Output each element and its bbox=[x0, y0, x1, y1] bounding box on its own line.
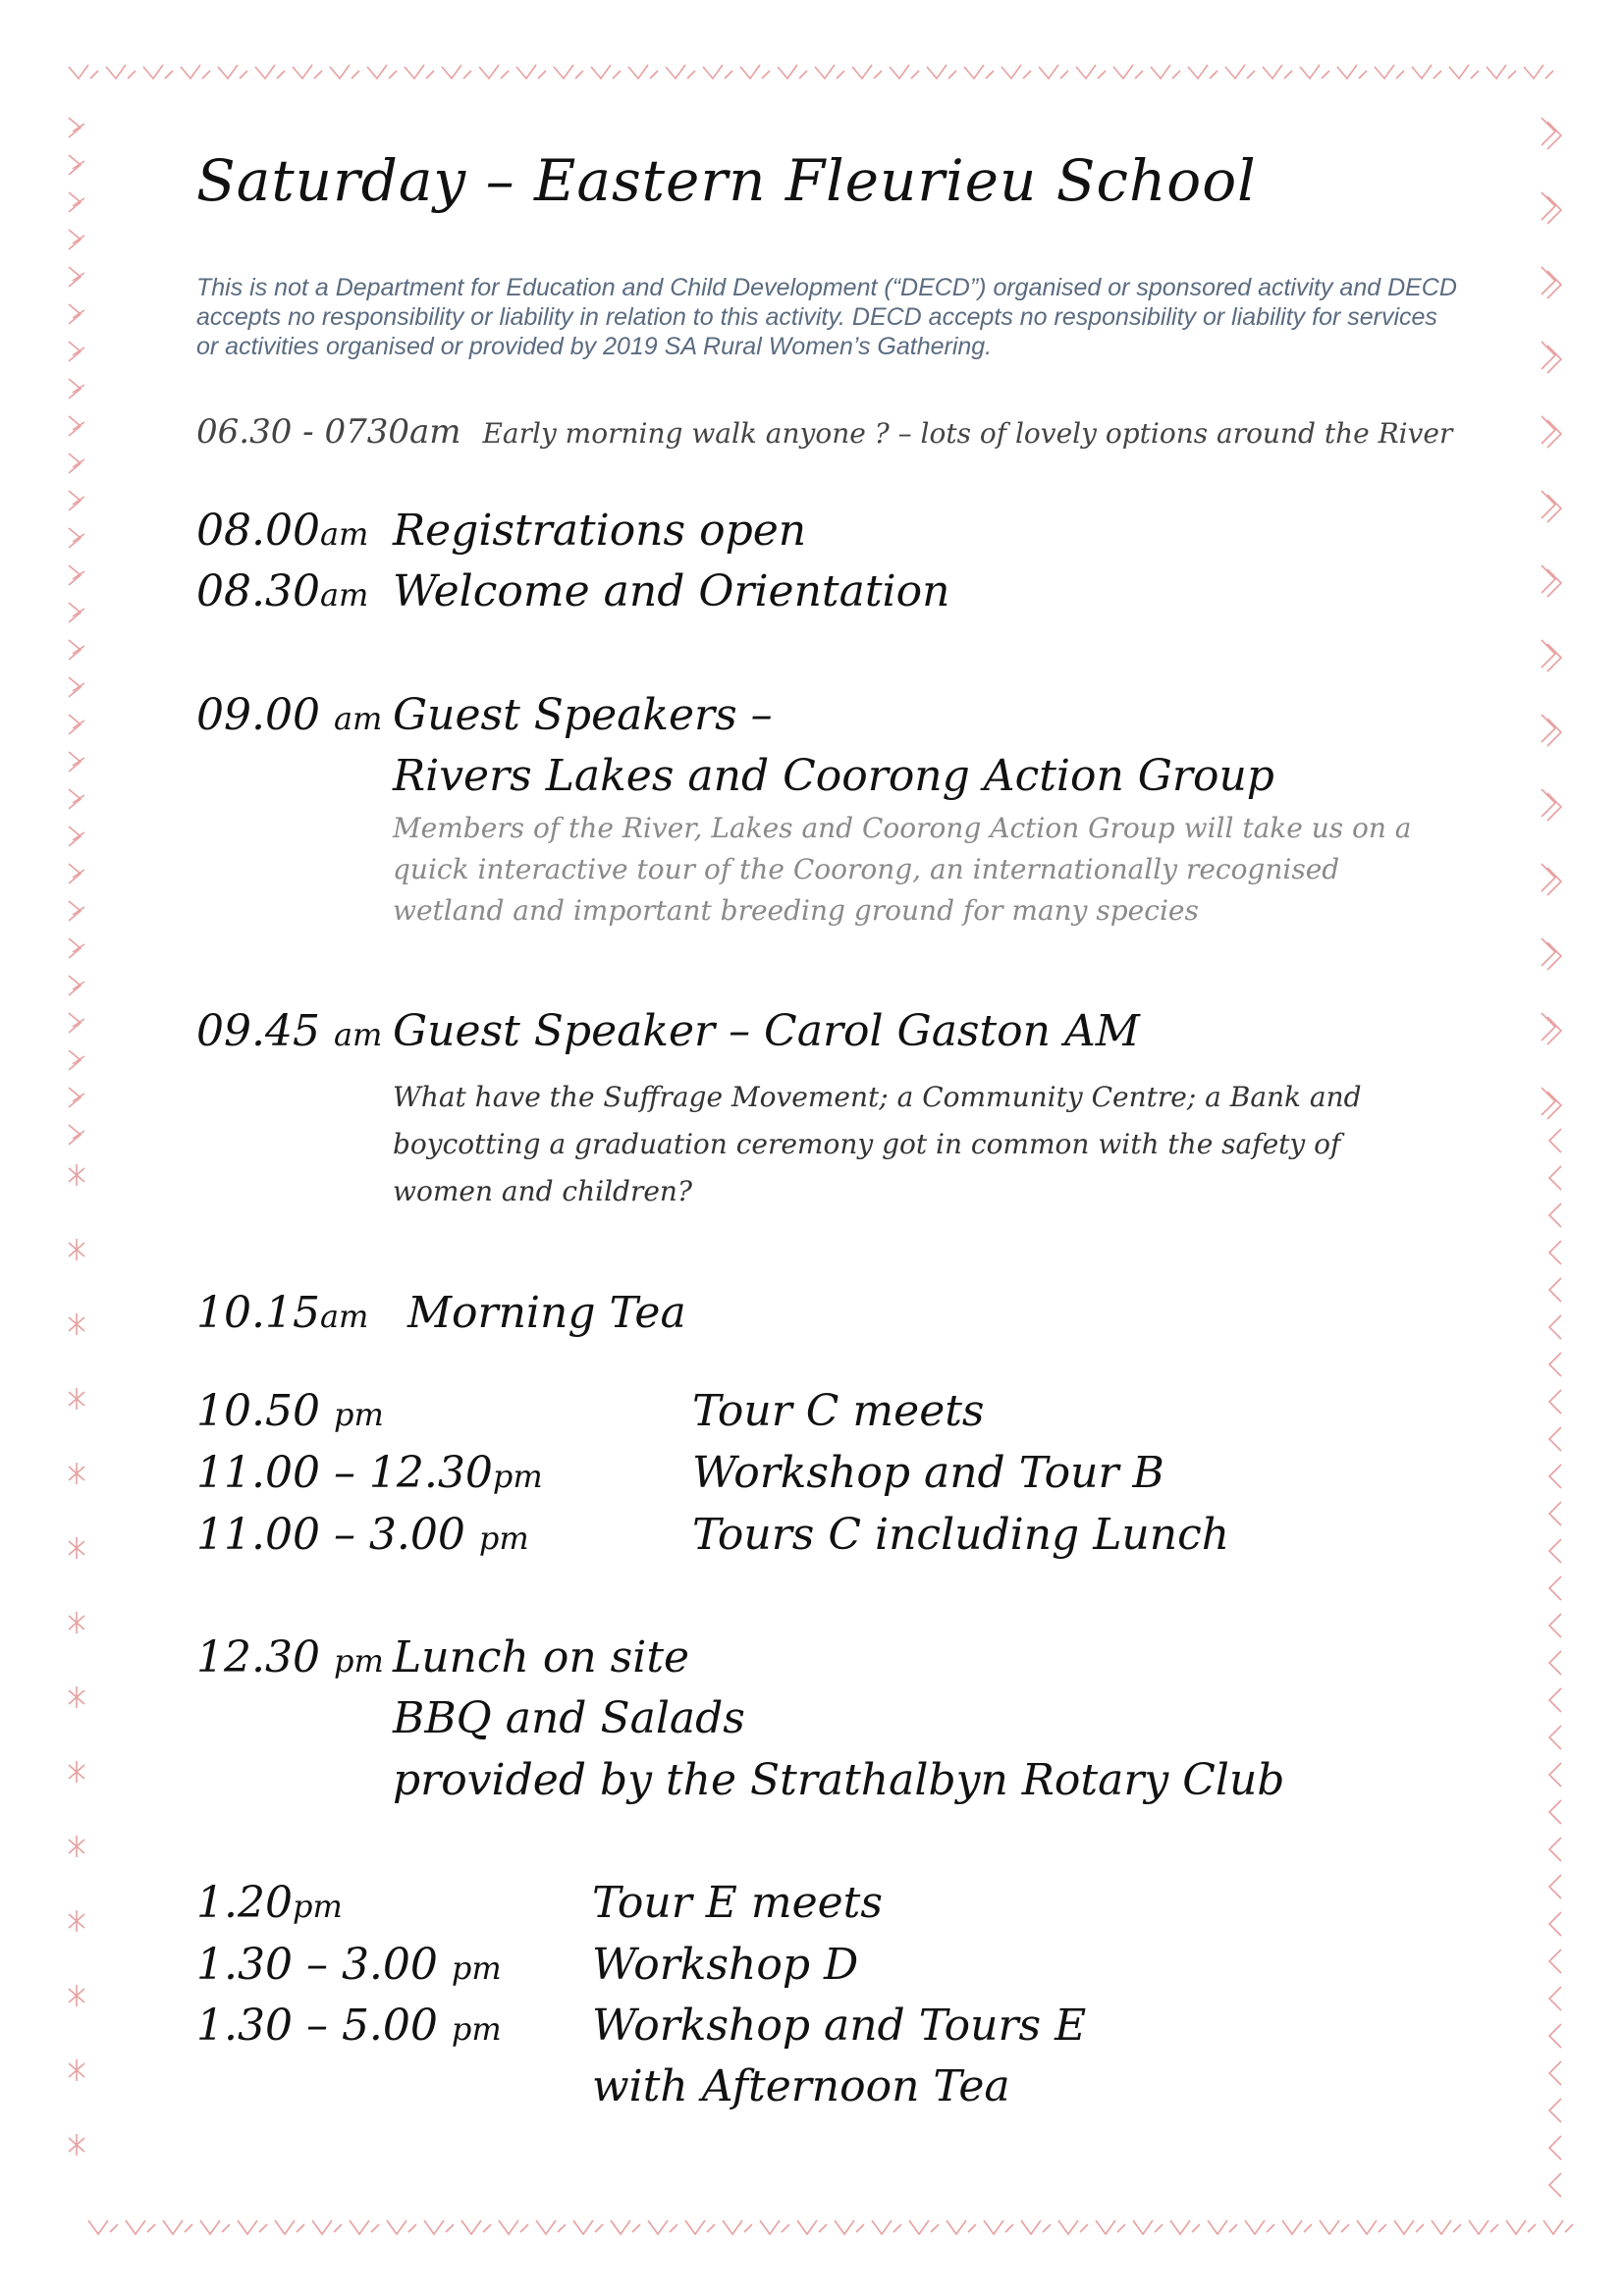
item-label: Welcome and Orientation bbox=[393, 566, 950, 616]
item-label: Registrations open bbox=[393, 506, 807, 556]
item-time: 10.50 pm bbox=[196, 1386, 384, 1436]
item-label: Workshop and Tour B bbox=[692, 1448, 1164, 1498]
item-label: Tour C meets bbox=[692, 1386, 985, 1436]
item-label-secondary: Rivers Lakes and Coorong Action Group bbox=[393, 751, 1274, 801]
item-label: Tour E meets bbox=[592, 1878, 883, 1928]
item-label-tertiary: provided by the Strathalbyn Rotary Club bbox=[393, 1755, 1285, 1805]
item-time: 11.00 – 12.30pm bbox=[196, 1448, 543, 1498]
item-time: 08.30am bbox=[196, 566, 369, 616]
item-time: 11.00 – 3.00 pm bbox=[196, 1510, 529, 1560]
item-label-secondary: with Afternoon Tea bbox=[592, 2061, 1010, 2111]
early-walk-time: 06.30 - 0730am bbox=[196, 412, 461, 452]
early-walk bbox=[196, 412, 1452, 452]
item-time: 1.30 – 3.00 pm bbox=[196, 1940, 502, 1990]
item-label: Workshop and Tours E bbox=[592, 2001, 1087, 2051]
item-time: 10.15am bbox=[196, 1288, 369, 1338]
carol-gaston-description: What have the Suffrage Movement; a Community Centre; a Bank and boycotting a graduation ceremony got in common with the safety of women and children? bbox=[393, 1081, 1362, 1207]
guest-speakers-description: Members of the River, Lakes and Coorong Action Group will take us on a quick interactive tour of the Coorong, an internationally recognised wetland and important breeding ground for many species bbox=[393, 812, 1412, 927]
item-label: Lunch on site bbox=[393, 1632, 690, 1682]
early-walk-text: Early morning walk anyone ? – lots of lovely options around the River bbox=[482, 417, 1453, 450]
item-time: 1.20pm bbox=[196, 1878, 343, 1928]
item-time: 09.00 am bbox=[196, 690, 383, 740]
item-label-secondary: BBQ and Salads bbox=[393, 1693, 745, 1743]
item-time: 12.30 pm bbox=[196, 1632, 384, 1682]
disclaimer-text: This is not a Department for Education and Child Development (“DECD”) organised or sponsored activity and DECD accepts no responsibility or liability in relation to this activity. DECD accepts no responsibility or liability for services or activities organised or provided by 2019 SA Rural Women’s Gathering. bbox=[196, 274, 1457, 360]
item-time: 08.00am bbox=[196, 506, 369, 556]
item-label: Morning Tea bbox=[407, 1288, 686, 1338]
item-label: Guest Speaker – Carol Gaston AM bbox=[393, 1006, 1140, 1056]
item-time: 09.45 am bbox=[196, 1006, 383, 1056]
item-time: 1.30 – 5.00 pm bbox=[196, 2001, 502, 2051]
page-title: Saturday – Eastern Fleurieu School bbox=[196, 147, 1257, 214]
item-label: Guest Speakers – bbox=[393, 690, 773, 740]
item-label: Tours C including Lunch bbox=[692, 1510, 1230, 1560]
item-label: Workshop D bbox=[592, 1940, 859, 1990]
